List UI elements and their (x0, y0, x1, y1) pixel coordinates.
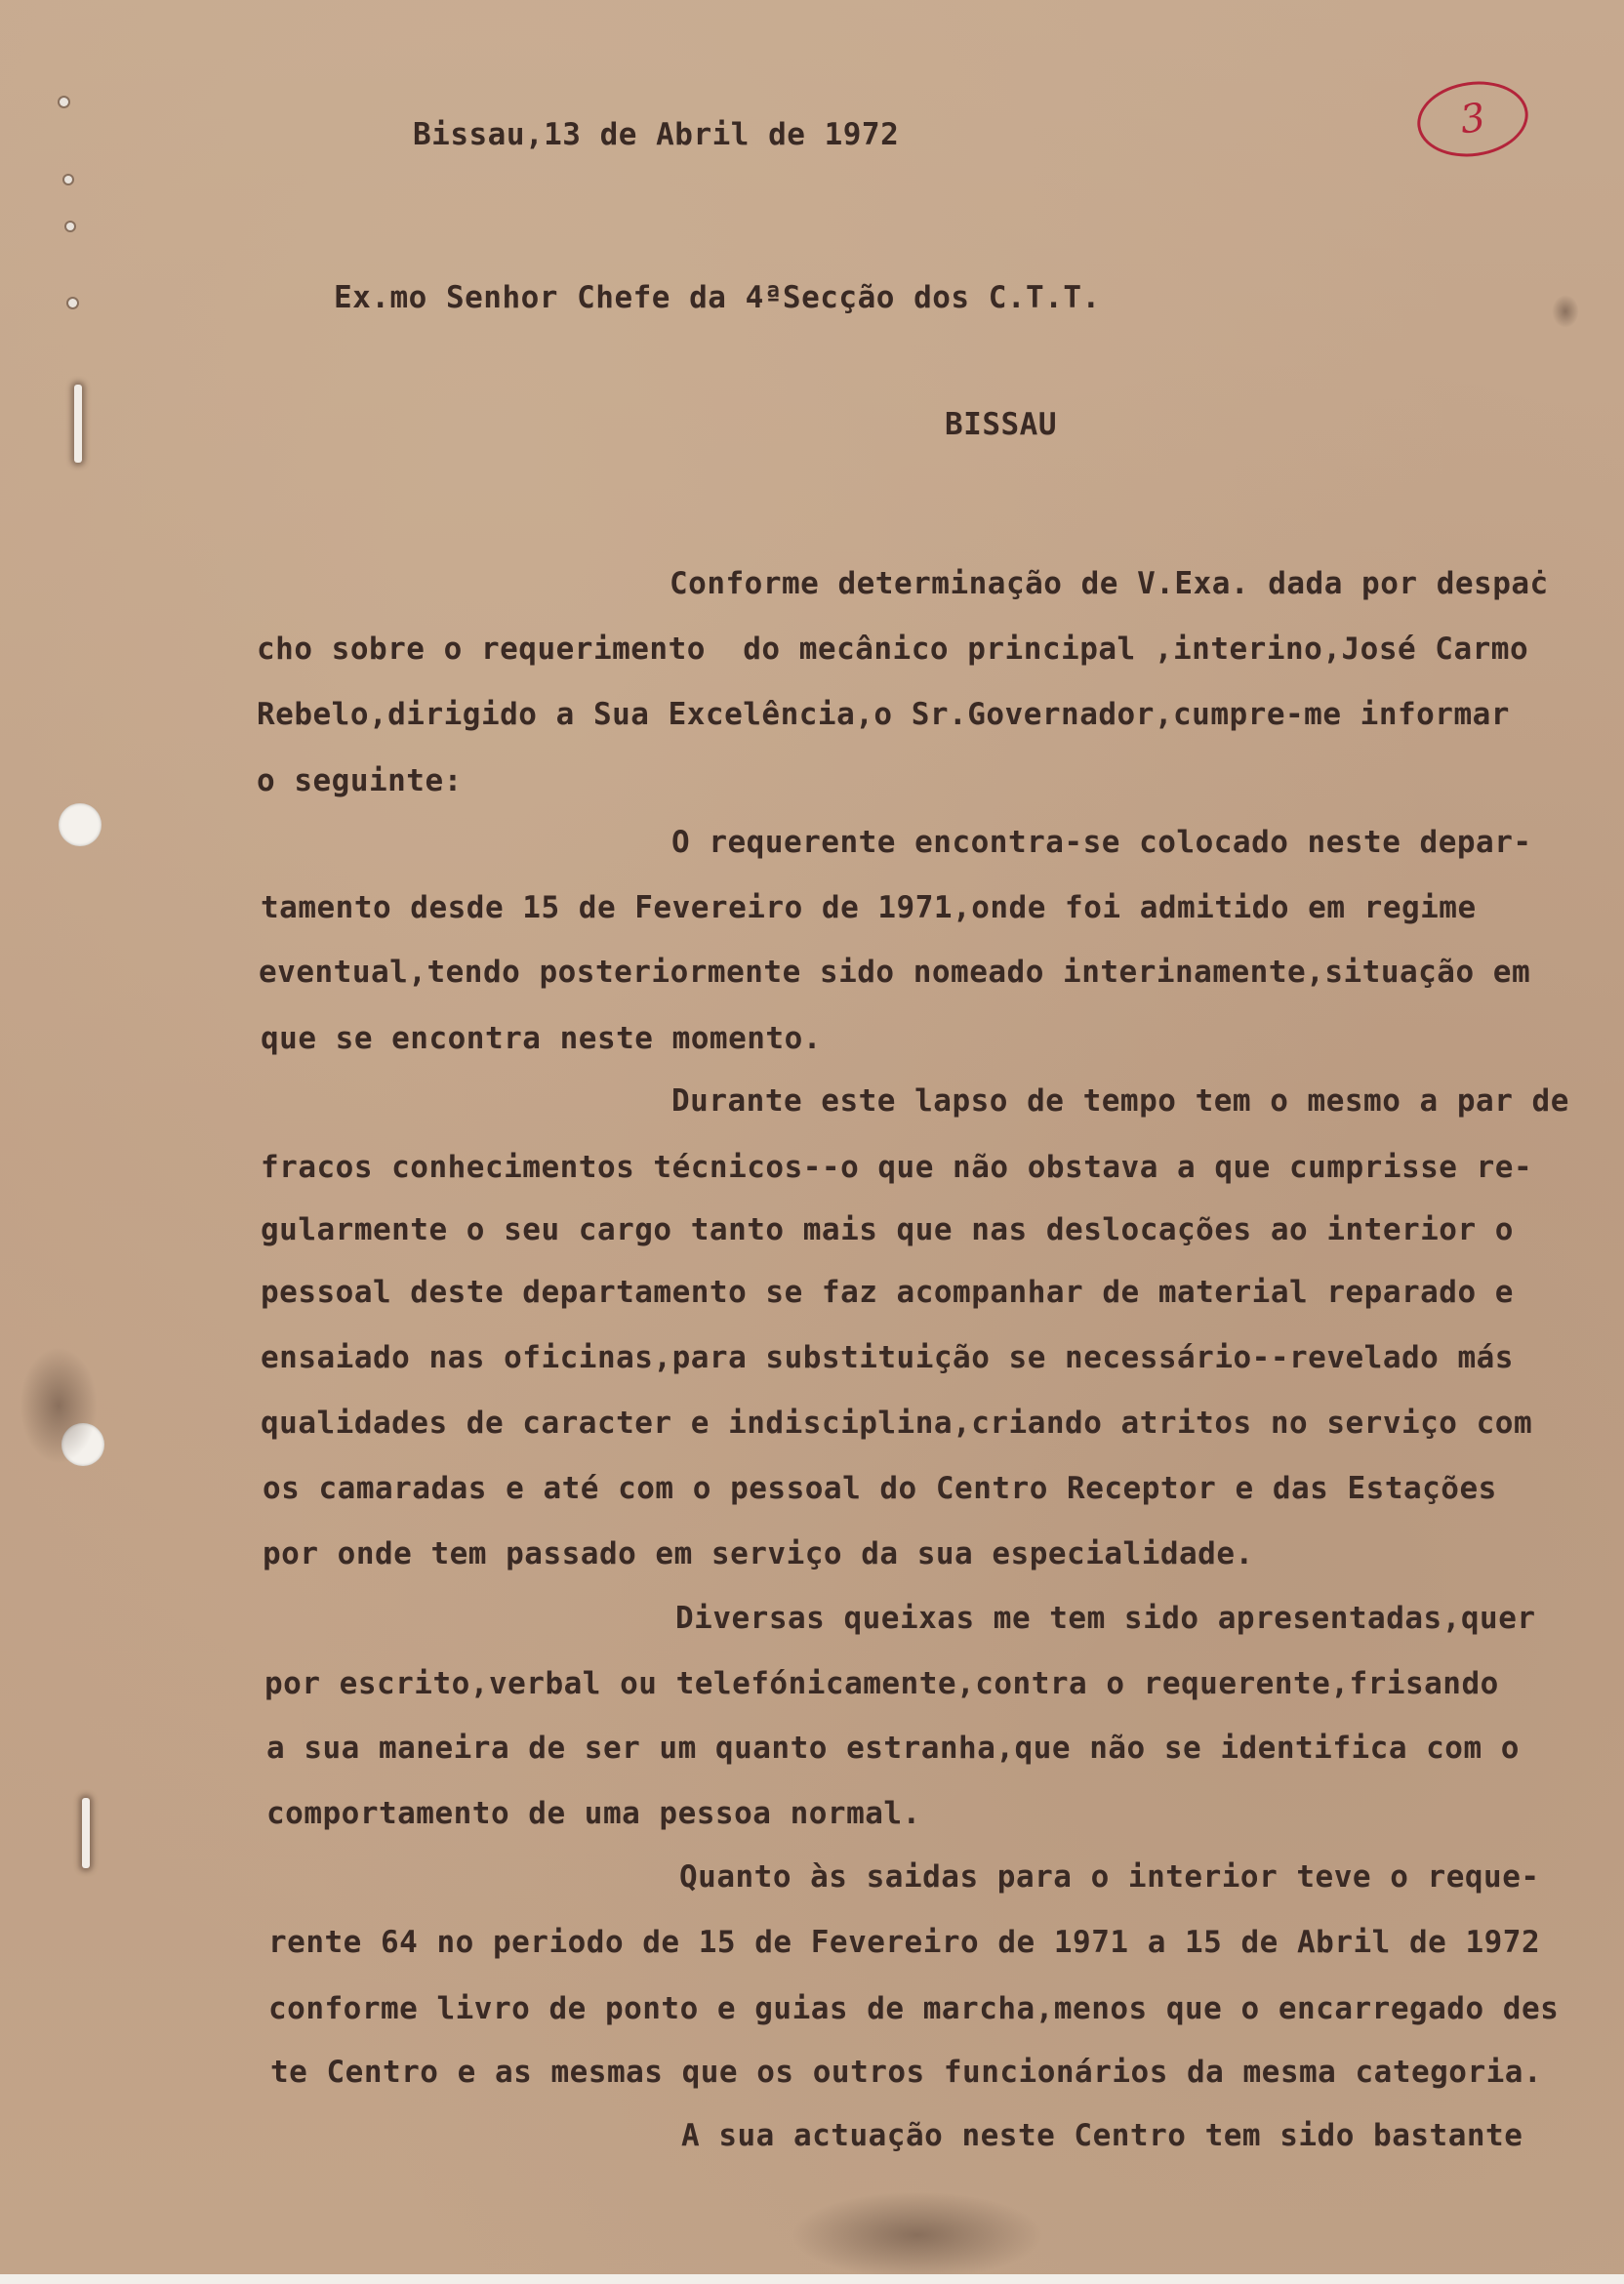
body-line: Quanto às saidas para o interior teve o reque- (679, 1859, 1540, 1895)
body-line: o seguinte: (257, 763, 463, 798)
staple-mark (74, 385, 82, 463)
punch-mark (64, 176, 72, 184)
body-line: conforme livro de ponto e guias de marcha,menos que o encarregado des (268, 1991, 1560, 2026)
body-line: rente 64 no periodo de 15 de Fevereiro de 1971 a 15 de Abril de 1972 (268, 1925, 1541, 1960)
body-line: por escrito,verbal ou telefónicamente,contra o requerente,frisando (264, 1666, 1499, 1701)
body-line: que se encontra neste momento. (261, 1021, 822, 1056)
body-line: Diversas queixas me tem sido apresentadas,quer (675, 1601, 1536, 1636)
body-line: qualidades de caracter e indisciplina,criando atritos no serviço com (261, 1406, 1533, 1441)
body-line: os camaradas e até com o pessoal do Centro Receptor e das Estações (263, 1471, 1497, 1506)
body-line: A sua actuação neste Centro tem sido bastante (681, 2118, 1523, 2153)
punch-mark (60, 98, 68, 106)
body-line: Rebelo,dirigido a Sua Excelência,o Sr.Governador,cumpre-me informar (257, 697, 1510, 732)
body-line: te Centro e as mesmas que os outros funcionários da mesma categoria. (270, 2055, 1543, 2090)
punch-mark (68, 299, 77, 307)
page-number-mark: 3 (1412, 74, 1532, 163)
body-line: a sua maneira de ser um quanto estranha,que não se identifica com o (266, 1731, 1520, 1766)
body-line: Durante este lapso de tempo tem o mesmo a par de (671, 1083, 1569, 1119)
body-line: comportamento de uma pessoa normal. (266, 1796, 921, 1831)
body-line: por onde tem passado em serviço da sua especialidade. (263, 1536, 1254, 1571)
letter-recipient: Ex.mo Senhor Chefe da 4ªSecção dos C.T.T. (334, 280, 1101, 315)
body-line: eventual,tendo posteriormente sido nomeado interinamente,situação em (259, 955, 1531, 990)
punch-hole (59, 803, 102, 846)
body-line: cho sobre o requerimento do mecânico principal ,interino,José Carmo (257, 632, 1529, 667)
body-line: ensaiado nas oficinas,para substituição se necessário--revelado más (261, 1340, 1514, 1375)
stain (791, 2191, 1044, 2279)
letter-date: Bissau,13 de Abril de 1972 (413, 117, 900, 152)
letter-place: BISSAU (945, 407, 1057, 442)
body-line: gularmente o seu cargo tanto mais que nas deslocações ao interior o (261, 1212, 1514, 1247)
body-line: tamento desde 15 de Fevereiro de 1971,onde foi admitido em regime (261, 890, 1477, 925)
body-line: O requerente encontra-se colocado neste depar- (671, 825, 1532, 860)
body-line: Conforme determinação de V.Exa. dada por despaċ (670, 566, 1549, 601)
stain (1552, 295, 1579, 328)
page-bottom-edge (0, 2274, 1624, 2284)
staple-mark (82, 1798, 90, 1868)
stain (20, 1347, 98, 1464)
punch-mark (66, 223, 74, 230)
body-line: pessoal deste departamento se faz acompanhar de material reparado e (261, 1275, 1514, 1310)
body-line: fracos conhecimentos técnicos--o que não obstava a que cumprisse re- (261, 1150, 1533, 1185)
